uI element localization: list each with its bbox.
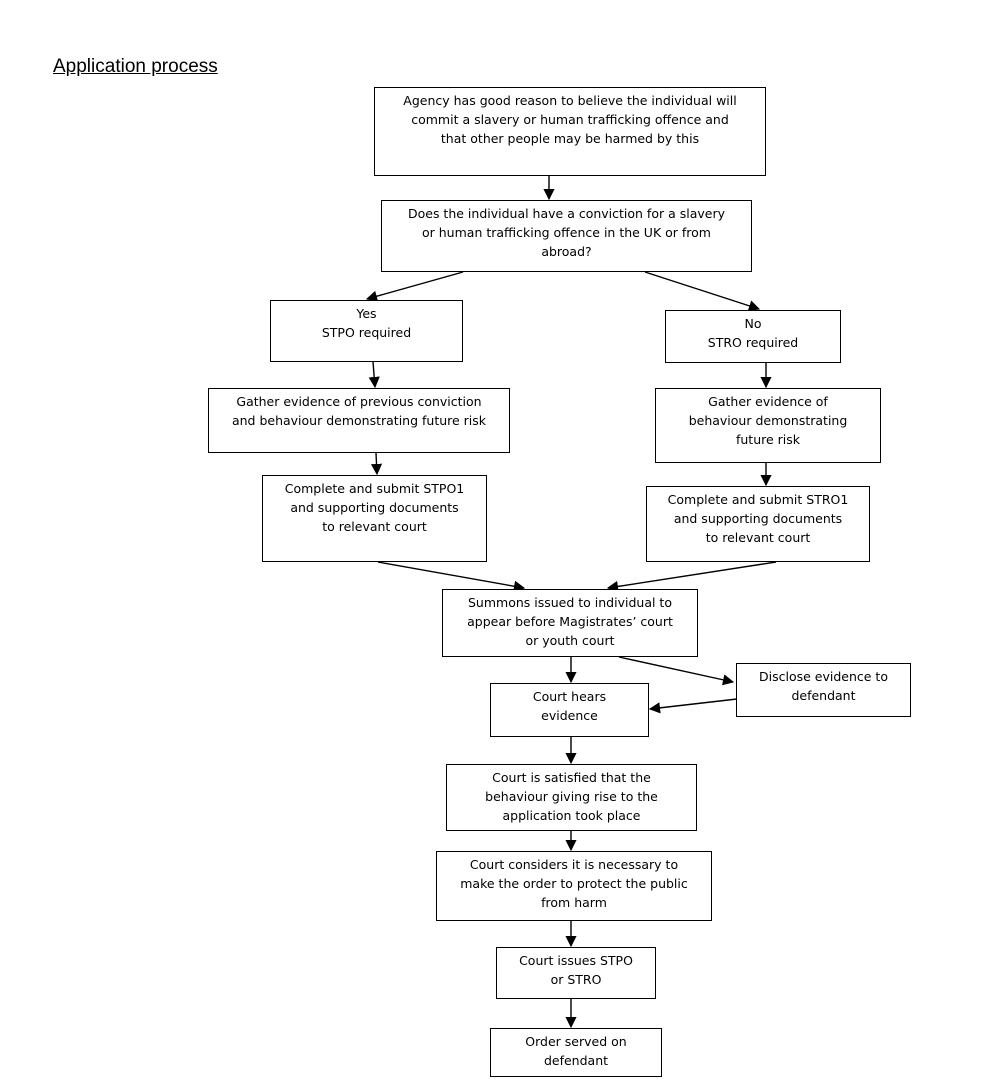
box-yes-stpo: Yes STPO required: [270, 300, 463, 362]
box-disclose: Disclose evidence to defendant: [736, 663, 911, 717]
box-gather-yes: Gather evidence of previous conviction and behaviour demonstrating future risk: [208, 388, 510, 453]
box-conviction-question: Does the individual have a conviction for a slavery or human trafficking offence in the UK or from abroad?: [381, 200, 752, 272]
box-summons: Summons issued to individual to appear before Magistrates’ court or youth court: [442, 589, 698, 657]
arrow-yes-to-gather: [373, 362, 375, 387]
arrow-summons-to-disclose: [619, 657, 733, 682]
arrow-question-to-yes: [367, 272, 463, 299]
box-agency: Agency has good reason to believe the individual will commit a slavery or human trafficking offence and that other people may be harmed by this: [374, 87, 766, 176]
box-no-stro: No STRO required: [665, 310, 841, 363]
box-court-hears: Court hears evidence: [490, 683, 649, 737]
box-court-issues: Court issues STPO or STRO: [496, 947, 656, 999]
arrow-gather-to-submit-stpo: [376, 453, 377, 474]
page-title: Application process: [53, 56, 218, 77]
box-gather-no: Gather evidence of behaviour demonstrating future risk: [655, 388, 881, 463]
box-order-served: Order served on defendant: [490, 1028, 662, 1077]
box-submit-stpo: Complete and submit STPO1 and supporting documents to relevant court: [262, 475, 487, 562]
arrow-stro-to-summons: [608, 562, 776, 588]
arrow-stpo-to-summons: [378, 562, 524, 588]
arrow-disclose-to-hears: [650, 699, 737, 709]
arrow-question-to-no: [645, 272, 759, 309]
box-court-satisfied: Court is satisfied that the behaviour giving rise to the application took place: [446, 764, 697, 831]
box-court-considers: Court considers it is necessary to make the order to protect the public from harm: [436, 851, 712, 921]
box-submit-stro: Complete and submit STRO1 and supporting documents to relevant court: [646, 486, 870, 562]
